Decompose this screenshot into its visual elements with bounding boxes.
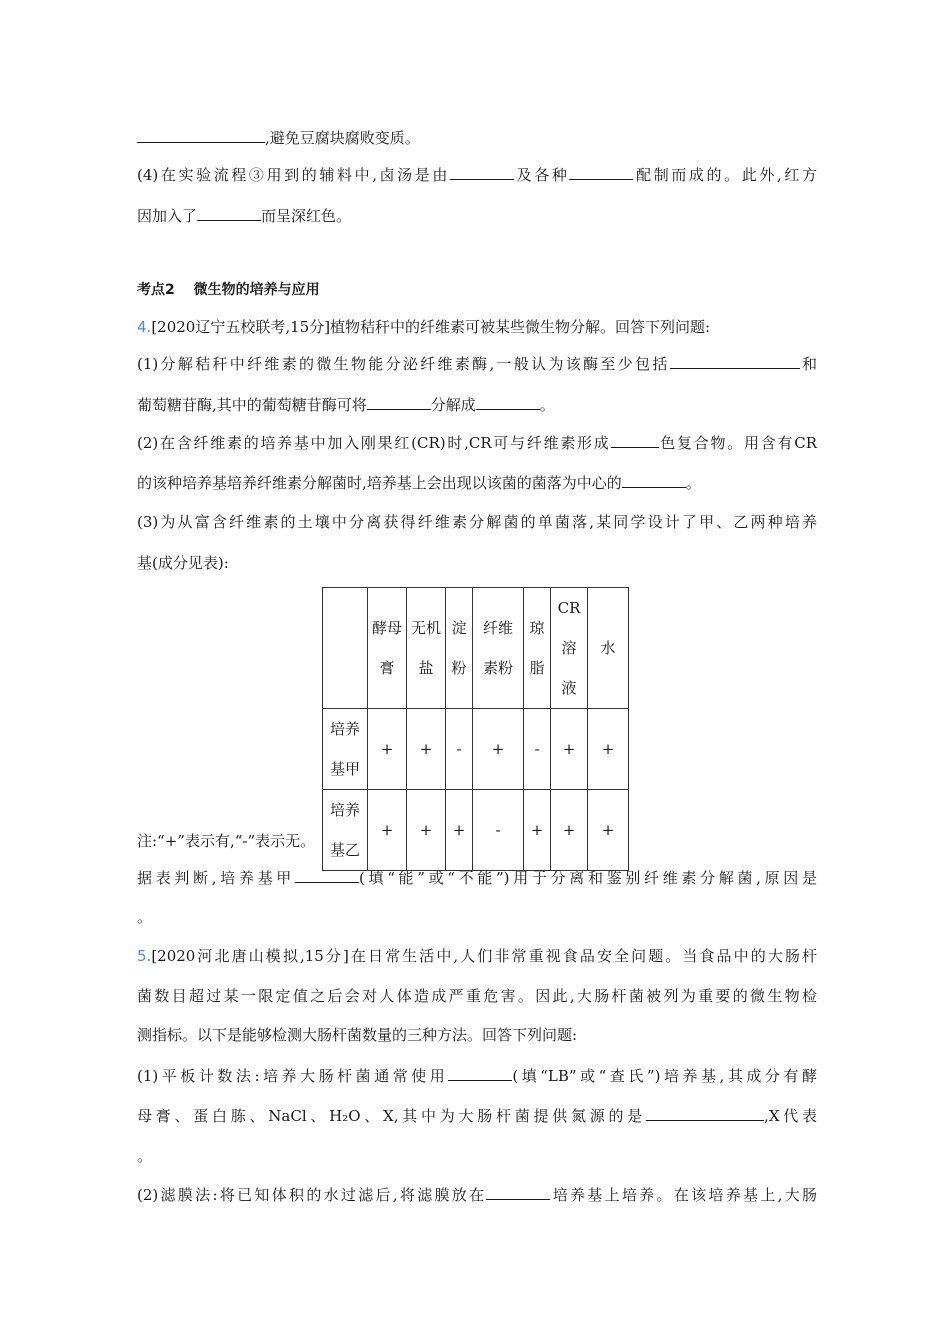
table-cell: + <box>407 790 446 871</box>
table-cell: + <box>524 790 551 871</box>
q4-p2-line1: (2)在含纤维素的培养基中加入刚果红(CR)时,CR可与纤维素形成 色复合物。用含有CR <box>137 434 817 452</box>
answer-blank[interactable] <box>569 165 633 180</box>
table-cell: + <box>551 790 588 871</box>
answer-blank[interactable] <box>646 1106 764 1121</box>
table-row-label: 培养 基乙 <box>323 790 368 871</box>
q4-p3-line1: (3)为从富含纤维素的土壤中分离获得纤维素分解菌的单菌落,某同学设计了甲、乙两种培养 <box>137 513 817 531</box>
table-header-cell: 淀 粉 <box>446 588 473 709</box>
q4-p1-line2: 葡萄糖苷酶,其中的葡萄糖苷酶可将 分解成 。 <box>137 396 555 414</box>
table-note: 注:“+”表示有,“-”表示无。 <box>137 832 316 850</box>
media-composition-table <box>322 587 629 871</box>
answer-blank[interactable] <box>611 433 659 448</box>
answer-blank[interactable] <box>367 395 431 410</box>
question-number: 5. <box>137 947 152 965</box>
table-cell: - <box>473 790 524 871</box>
q5-p1-line1: (1)平板计数法:培养大肠杆菌通常使用 (填“LB”或“查氏”)培养基,其成分有酵 <box>137 1067 817 1085</box>
table-cell: + <box>551 709 588 790</box>
q5-p1-line3: 。 <box>137 1147 153 1165</box>
q5-p2-line1: (2)滤膜法:将已知体积的水过滤后,将滤膜放在 培养基上培养。在该培养基上,大肠 <box>137 1186 817 1204</box>
table-header-cell: 琼 脂 <box>524 588 551 709</box>
table-cell: + <box>368 790 407 871</box>
answer-blank[interactable] <box>486 1185 550 1200</box>
answer-blank[interactable] <box>137 128 265 143</box>
answer-blank[interactable] <box>622 473 686 488</box>
table-header-cell: 无机 盐 <box>407 588 446 709</box>
q3-4-line1: (4)在实验流程③用到的辅料中,卤汤是由 及各种 配制而成的。此外,红方 <box>137 166 817 184</box>
answer-blank[interactable] <box>197 206 261 221</box>
table-corner-cell <box>323 588 368 709</box>
q4-judge-line2: 。 <box>137 908 153 926</box>
q5-intro-line1: 5.[2020河北唐山模拟,15分]在日常生活中,人们非常重视食品安全问题。当食品中的大肠杆 <box>137 947 817 965</box>
section-title: 考点2 微生物的培养与应用 <box>137 282 320 298</box>
answer-blank[interactable] <box>450 165 514 180</box>
answer-blank[interactable] <box>476 395 540 410</box>
q3-tail-line <box>137 128 817 148</box>
table-header-row <box>323 588 629 709</box>
answer-blank[interactable] <box>295 868 359 883</box>
table-cell: + <box>368 709 407 790</box>
q4-p1-line1: (1)分解秸秆中纤维素的微生物能分泌纤维素酶,一般认为该酶至少包括 和 <box>137 355 817 373</box>
table-cell: + <box>446 790 473 871</box>
q4-p2-line2: 的该种培养基培养纤维素分解菌时,培养基上会出现以该菌的菌落为中心的 。 <box>137 474 701 492</box>
q4-intro: 4.[2020辽宁五校联考,15分]植物秸秆中的纤维素可被某些微生物分解。回答下列问题: <box>137 318 711 336</box>
table-cell: + <box>588 790 629 871</box>
table-row <box>323 790 629 871</box>
q5-p1-line2: 母膏、蛋白胨、NaCl、H₂O、X,其中为大肠杆菌提供氮源的是 ,X代表 <box>137 1107 818 1125</box>
table-cell: + <box>407 709 446 790</box>
q4-p3-line2: 基(成分见表): <box>137 554 229 572</box>
table-row-label: 培养 基甲 <box>323 709 368 790</box>
q5-intro-line3: 测指标。以下是能够检测大肠杆菌数量的三种方法。回答下列问题: <box>137 1026 578 1044</box>
table-row <box>323 709 629 790</box>
table-header-cell: CR溶 液 <box>551 588 588 709</box>
answer-blank[interactable] <box>448 1066 512 1081</box>
q3-tail-text: ,避免豆腐块腐败变质。 <box>265 129 420 147</box>
q3-4-line2: 因加入了 而呈深红色。 <box>137 207 352 225</box>
table-cell: + <box>473 709 524 790</box>
q4-judge-line1: 据表判断,培养基甲 (填“能”或“不能”)用于分离和鉴别纤维素分解菌,原因是 <box>137 869 817 887</box>
table-header-cell: 水 <box>588 588 629 709</box>
table-cell: + <box>588 709 629 790</box>
question-number: 4. <box>137 318 152 336</box>
table-header-cell: 纤维 素粉 <box>473 588 524 709</box>
table-cell: - <box>524 709 551 790</box>
q5-intro-line2: 菌数目超过某一限定值之后会对人体造成严重危害。因此,大肠杆菌被列为重要的微生物检 <box>137 987 817 1005</box>
table-cell: - <box>446 709 473 790</box>
table-header-cell: 酵母 膏 <box>368 588 407 709</box>
answer-blank[interactable] <box>670 354 800 369</box>
